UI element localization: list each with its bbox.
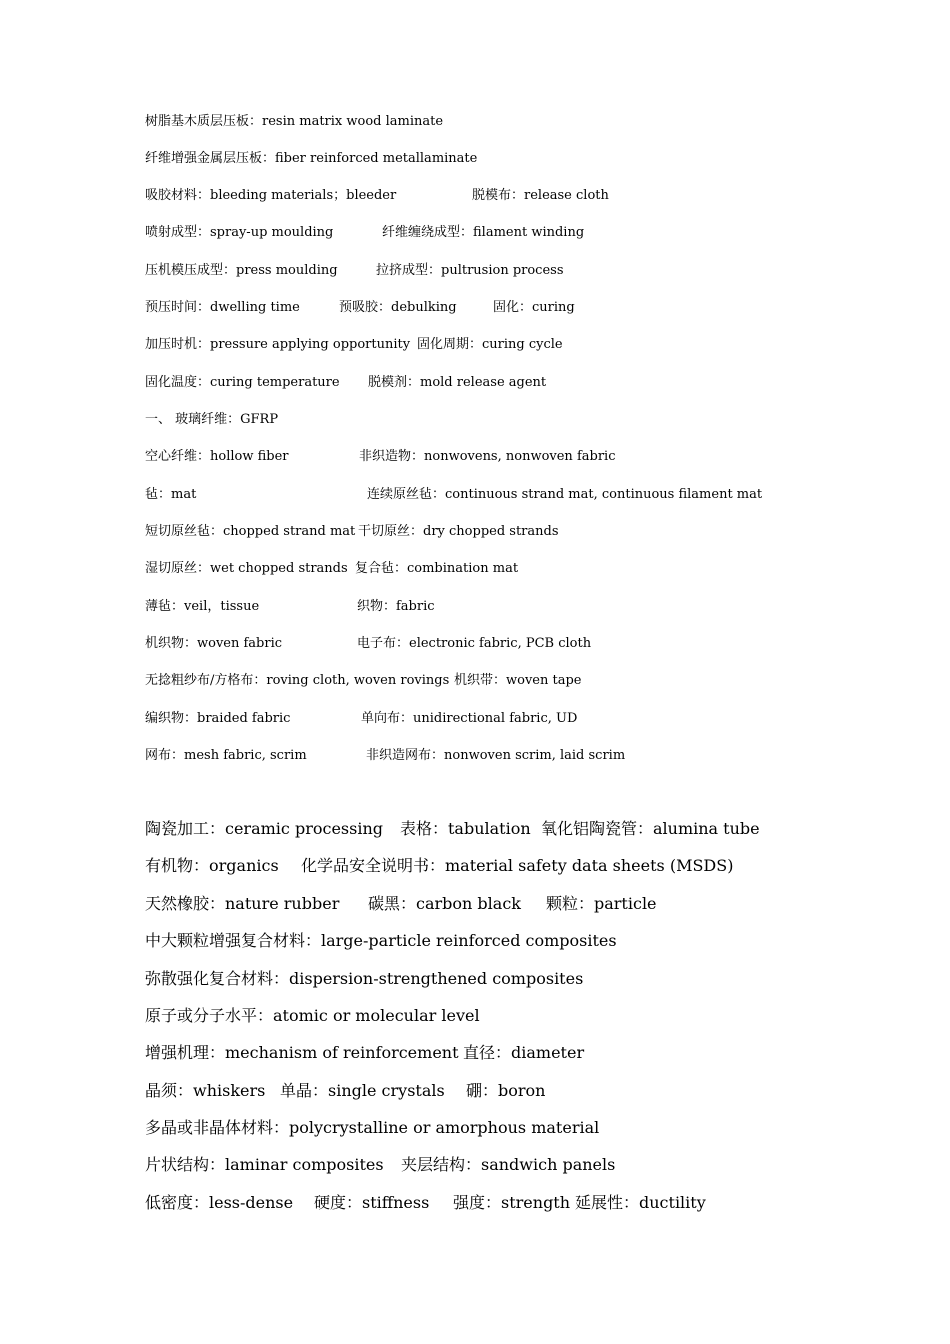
term: 纤维缠绕成型：filament winding — [382, 225, 585, 240]
term: 表格：tabulation — [400, 819, 531, 838]
term: 氧化铝陶瓷管：alumina tube — [541, 819, 760, 838]
term: 干切原丝：dry chopped strands — [358, 524, 559, 539]
term: 织物：fabric — [357, 599, 435, 614]
term: 毡：mat — [145, 487, 197, 502]
term: 网布：mesh fabric, scrim — [145, 748, 307, 763]
term: 增强机理：mechanism of reinforcement — [145, 1043, 459, 1062]
term: 薄毡：veil，tissue — [145, 599, 260, 614]
term: 吸胶材料：bleeding materials；bleeder — [145, 188, 397, 203]
term: 机织带：woven tape — [454, 673, 582, 688]
term: 片状结构：laminar composites — [145, 1155, 384, 1174]
term: 碳黑：carbon black — [368, 894, 521, 913]
term: 树脂基木质层压板：resin matrix wood laminate — [145, 114, 444, 129]
term: 直径：diameter — [463, 1043, 585, 1062]
term: 单晶：single crystals — [280, 1081, 445, 1100]
term: 压机模压成型：press moulding — [145, 263, 338, 278]
term: 编织物：braided fabric — [145, 711, 291, 726]
term: 纤维增强金属层压板：fiber reinforced metallaminate — [145, 151, 478, 166]
term: 脱模布：release cloth — [472, 188, 609, 203]
term: 固化：curing — [493, 300, 575, 315]
term: 预压时间：dwelling time — [145, 300, 300, 315]
term: 拉挤成型：pultrusion process — [376, 263, 564, 278]
term: 晶须：whiskers — [145, 1081, 266, 1100]
term: 固化温度：curing temperature — [145, 375, 340, 390]
term: 强度：strength — [453, 1193, 571, 1212]
term: 空心纤维：hollow fiber — [145, 449, 289, 464]
term: 固化周期：curing cycle — [417, 337, 563, 352]
term: 原子或分子水平：atomic or molecular level — [145, 1006, 480, 1025]
term: 机织物：woven fabric — [145, 636, 283, 651]
term: 连续原丝毡：continuous strand mat, continuous filament mat — [367, 487, 763, 502]
term: 非织造网布：nonwoven scrim, laid scrim — [366, 748, 626, 763]
term: 多晶或非晶体材料：polycrystalline or amorphous material — [145, 1118, 600, 1137]
term: 湿切原丝：wet chopped strands — [145, 561, 348, 576]
term: 硬度：stiffness — [314, 1193, 430, 1212]
term: 中大颗粒增强复合材料：large-particle reinforced composites — [145, 931, 617, 950]
term: 化学品安全说明书：material safety data sheets (MSDS) — [301, 856, 734, 875]
term: 单向布：unidirectional fabric, UD — [361, 711, 578, 726]
term: 复合毡：combination mat — [355, 561, 519, 576]
term: 短切原丝毡：chopped strand mat — [145, 524, 356, 539]
term: 脱模剂：mold release agent — [368, 375, 547, 390]
heading-text: 一、 玻璃纤维：GFRP — [145, 412, 279, 427]
term: 夹层结构：sandwich panels — [401, 1155, 616, 1174]
term: 陶瓷加工：ceramic processing — [145, 819, 383, 838]
term: 有机物：organics — [145, 856, 279, 875]
term: 低密度：less-dense — [145, 1193, 294, 1212]
term: 天然橡胶：nature rubber — [145, 894, 340, 913]
term: 预吸胶：debulking — [339, 300, 457, 315]
term: 颗粒：particle — [546, 894, 657, 913]
term: 电子布：electronic fabric, PCB cloth — [357, 636, 592, 651]
term: 加压时机：pressure applying opportunity — [145, 337, 411, 352]
term: 弥散强化复合材料：dispersion-strengthened composites — [145, 969, 584, 988]
term: 无捻粗纱布/方格布：roving cloth, woven rovings — [145, 673, 450, 688]
term: 硼：boron — [466, 1081, 546, 1100]
term: 喷射成型：spray-up moulding — [145, 225, 334, 240]
term: 延展性：ductility — [575, 1193, 706, 1212]
term: 非织造物：nonwovens, nonwoven fabric — [359, 449, 616, 464]
